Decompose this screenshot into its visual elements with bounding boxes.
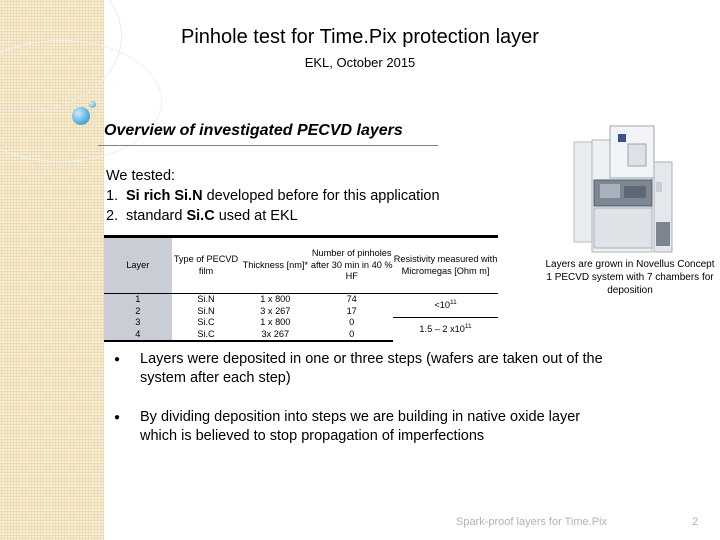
item-pre: standard <box>126 208 187 224</box>
decorative-bubble-icon <box>89 101 96 108</box>
table-cell: 1 x 800 <box>260 317 291 327</box>
table-cell: 2 <box>104 306 172 318</box>
decorative-bubble-icon <box>72 107 90 125</box>
table-cell: Si.N <box>197 294 215 304</box>
table-cell: 17 <box>346 305 357 316</box>
item-rest: used at EKL <box>214 208 298 224</box>
bullet-dot-icon: ● <box>114 412 121 423</box>
bullet-text: By dividing deposition into steps we are building in native oxide layer which is believed to stop propagation of imperfections <box>140 409 581 444</box>
table-row <box>104 317 498 329</box>
resistivity-cell <box>393 317 498 341</box>
bullet-dot-icon: ● <box>114 354 121 365</box>
resistivity-base: 1.5 – 2 x10 <box>419 323 465 334</box>
header-cell: Type of PECVD film <box>172 237 241 294</box>
table-cell: 74 <box>346 294 357 304</box>
tested-item <box>106 206 440 226</box>
header-cell: Number of pinholes after 30 min in 40 % HF <box>310 237 393 294</box>
resistivity-exponent: 11 <box>464 322 472 330</box>
tested-intro: We tested: <box>106 168 176 184</box>
machine-caption: Layers are grown in Novellus Concept 1 PECVD system with 7 chambers for deposition <box>545 259 715 296</box>
table-cell: Si.C <box>197 317 215 327</box>
item-bold: Si rich Si.N <box>126 188 203 204</box>
item-number: 1. <box>106 188 119 204</box>
table-cell: 4 <box>104 329 172 342</box>
table-cell: 3 x 267 <box>260 305 291 316</box>
header-cell: Layer <box>104 237 172 294</box>
header-cell: Resistivity measured with Micromegas [Ohm m] <box>393 237 498 294</box>
section-divider <box>98 145 438 146</box>
page-number: 2 <box>692 516 699 528</box>
resistivity-cell <box>393 294 498 318</box>
resistivity-base: <10 <box>434 299 450 310</box>
table-cell: Si.C <box>172 329 241 342</box>
layers-table <box>104 235 498 342</box>
pecvd-machine-image <box>570 122 675 258</box>
table-cell: 0 <box>349 317 355 327</box>
item-number: 2. <box>106 208 119 224</box>
table-header-row <box>104 237 498 294</box>
slide-title: Pinhole test for Time.Pix protection layer <box>181 26 539 48</box>
bullet-list <box>114 350 614 466</box>
bullet-item <box>114 408 614 446</box>
resistivity-exponent: 11 <box>449 298 457 306</box>
bullet-text: Layers were deposited in one or three steps (wafers are taken out of the system after each step) <box>140 351 603 386</box>
table-cell: 0 <box>310 329 393 342</box>
bullet-item <box>114 350 614 388</box>
slide-subtitle: EKL, October 2015 <box>304 55 416 70</box>
item-rest: developed before for this application <box>202 188 440 204</box>
table-cell: 1 x 800 <box>260 294 291 304</box>
header-cell: Thickness [nm]* <box>240 237 310 294</box>
table-cell: Si.N <box>197 305 215 316</box>
table-row <box>104 294 498 306</box>
section-heading: Overview of investigated PECVD layers <box>104 122 403 139</box>
table-cell: 3 <box>104 317 172 329</box>
tested-item <box>106 186 440 206</box>
item-bold: Si.C <box>186 208 215 224</box>
table-cell: 1 <box>104 294 172 306</box>
tested-list <box>106 166 440 226</box>
table-cell: 3x 267 <box>240 329 310 342</box>
footer-text: Spark-proof layers for Time.Pix <box>456 516 607 528</box>
